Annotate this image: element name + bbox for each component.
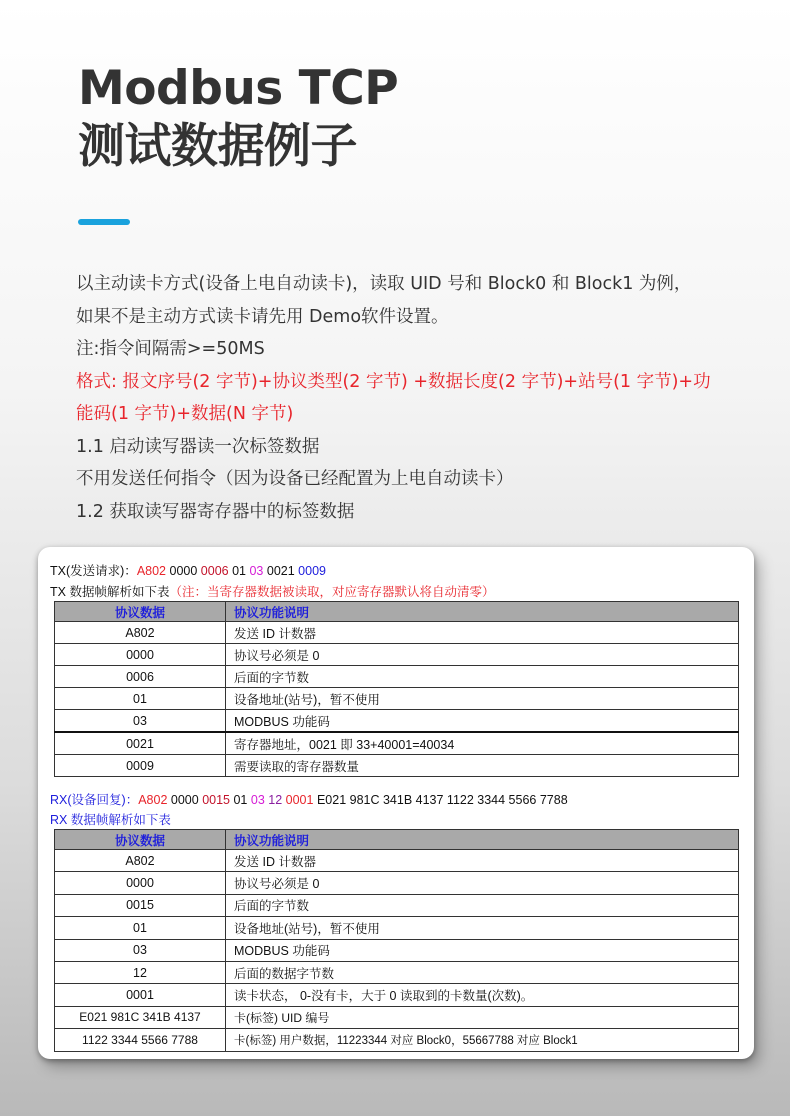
accent-bar	[78, 219, 130, 225]
table-row	[55, 894, 739, 916]
rx-cell-data: 0000	[55, 872, 226, 894]
title-line-1: Modbus TCP	[78, 61, 399, 116]
tx-part-id: A802	[136, 564, 167, 578]
table-row	[55, 984, 739, 1006]
tx-cell-data: 0021	[55, 732, 226, 755]
tx-cell-desc: 后面的字节数	[226, 666, 739, 688]
tx-cell-desc: 协议号必须是 0	[226, 644, 739, 666]
intro-line-2: 如果不是主动方式读卡请先用 Demo软件设置。	[76, 306, 449, 327]
page-title	[78, 60, 398, 176]
rx-cell-desc: 发送 ID 计数器	[226, 850, 739, 872]
rx-cell-data: 0001	[55, 984, 226, 1006]
tx-part-count: 0009	[298, 564, 326, 578]
rx-part-length: 0015	[202, 793, 230, 807]
table-row	[55, 688, 739, 710]
intro-line-1: 以主动读卡方式(设备上电自动读卡)，读取 UID 号和 Block0 和 Block1 为例，	[76, 274, 692, 294]
rx-part-function: 03	[250, 793, 265, 807]
tx-cell-desc: 设备地址(站号)，暂不使用	[226, 688, 739, 710]
tx-cell-data: 03	[55, 710, 226, 733]
rx-cell-data: 1122 3344 5566 7788	[55, 1029, 226, 1051]
table-row	[55, 1006, 739, 1028]
tx-cell-data: 0000	[55, 644, 226, 666]
table-row	[55, 732, 739, 755]
tx-part-station: 01	[232, 564, 246, 578]
rx-table	[54, 829, 739, 1052]
tx-header-desc: 协议功能说明	[226, 602, 739, 622]
protocol-panel	[38, 547, 754, 1059]
rx-cell-desc: 设备地址(站号)，暂不使用	[226, 917, 739, 939]
rx-cell-data: 01	[55, 917, 226, 939]
section-1-1-desc: 不用发送任何指令（因为设备已经配置为上电自动读卡）	[76, 469, 514, 489]
rx-cell-desc: 卡(标签) 用户数据，11223344 对应 Block0，55667788 对应 Block1	[226, 1029, 739, 1051]
tx-frame-line	[50, 561, 326, 579]
intro-text	[76, 268, 766, 528]
tx-part-register: 0021	[266, 564, 295, 578]
rx-cell-data: 12	[55, 961, 226, 983]
tx-prefix: TX(发送请求)：	[50, 564, 137, 578]
interval-note: 注:指令间隔需>=50MS	[76, 339, 265, 359]
tx-cell-desc: 发送 ID 计数器	[226, 622, 739, 644]
format-line-2: 能码(1 字节)+数据(N 字节)	[76, 404, 294, 424]
table-row	[55, 710, 739, 733]
tx-cell-desc: MODBUS 功能码	[226, 710, 739, 733]
tx-header-data: 协议数据	[55, 602, 226, 622]
tx-cell-data: A802	[55, 622, 226, 644]
tx-cell-desc: 寄存器地址，0021 即 33+40001=40034	[226, 732, 739, 755]
rx-part-status: 0001	[285, 793, 314, 807]
rx-cell-desc: 卡(标签) UID 编号	[226, 1006, 739, 1028]
rx-header-desc: 协议功能说明	[226, 830, 739, 850]
rx-cell-data: A802	[55, 850, 226, 872]
table-row	[55, 850, 739, 872]
rx-cell-desc: 后面的字节数	[226, 894, 739, 916]
tx-cell-data: 0009	[55, 755, 226, 777]
tx-sub-label: TX 数据帧解析如下表	[50, 585, 170, 599]
table-row	[55, 872, 739, 894]
rx-part-protocol: 0000	[170, 793, 199, 807]
tx-cell-desc: 需要读取的寄存器数量	[226, 755, 739, 777]
section-1-2-heading: 1.2 获取读写器寄存器中的标签数据	[76, 501, 355, 522]
table-row	[55, 961, 739, 983]
tx-cell-data: 01	[55, 688, 226, 710]
rx-sub-label: RX 数据帧解析如下表	[50, 813, 171, 827]
table-row	[55, 1029, 739, 1051]
tx-table	[54, 601, 739, 777]
tx-cell-data: 0006	[55, 666, 226, 688]
table-row	[55, 644, 739, 666]
table-row	[55, 622, 739, 644]
section-1-1-heading: 1.1 启动读写器读一次标签数据	[76, 436, 320, 457]
rx-part-payload: E021 981C 341B 4137 1122 3344 5566 7788	[316, 793, 568, 807]
rx-frame-line	[50, 790, 568, 808]
rx-part-bytes: 12	[268, 793, 283, 807]
tx-table-header	[55, 602, 739, 622]
rx-cell-data: E021 981C 341B 4137	[55, 1006, 226, 1028]
table-row	[55, 755, 739, 777]
tx-part-protocol: 0000	[169, 564, 198, 578]
rx-prefix: RX(设备回复)：	[50, 793, 139, 807]
tx-sub-line	[50, 582, 494, 600]
rx-cell-desc: 后面的数据字节数	[226, 961, 739, 983]
table-row	[55, 917, 739, 939]
table-row	[55, 666, 739, 688]
rx-table-header	[55, 830, 739, 850]
table-row	[55, 939, 739, 961]
rx-part-station: 01	[233, 793, 248, 807]
rx-part-id: A802	[138, 793, 168, 807]
rx-header-data: 协议数据	[55, 830, 226, 850]
tx-part-function: 03	[249, 564, 264, 578]
title-line-2: 测试数据例子	[78, 119, 357, 174]
tx-part-length: 0006	[200, 564, 229, 578]
rx-cell-data: 03	[55, 939, 226, 961]
format-line-1: 格式: 报文序号(2 字节)+协议类型(2 字节) +数据长度(2 字节)+站号(1 字节)+功	[76, 371, 711, 392]
tx-sub-note: （注：当寄存器数据被读取，对应寄存器默认将自动清零）	[169, 585, 495, 599]
rx-cell-desc: MODBUS 功能码	[226, 939, 739, 961]
rx-cell-data: 0015	[55, 894, 226, 916]
rx-sub-line	[50, 810, 171, 828]
rx-cell-desc: 读卡状态， 0-没有卡，大于 0 读取到的卡数量(次数)。	[226, 984, 739, 1006]
rx-cell-desc: 协议号必须是 0	[226, 872, 739, 894]
